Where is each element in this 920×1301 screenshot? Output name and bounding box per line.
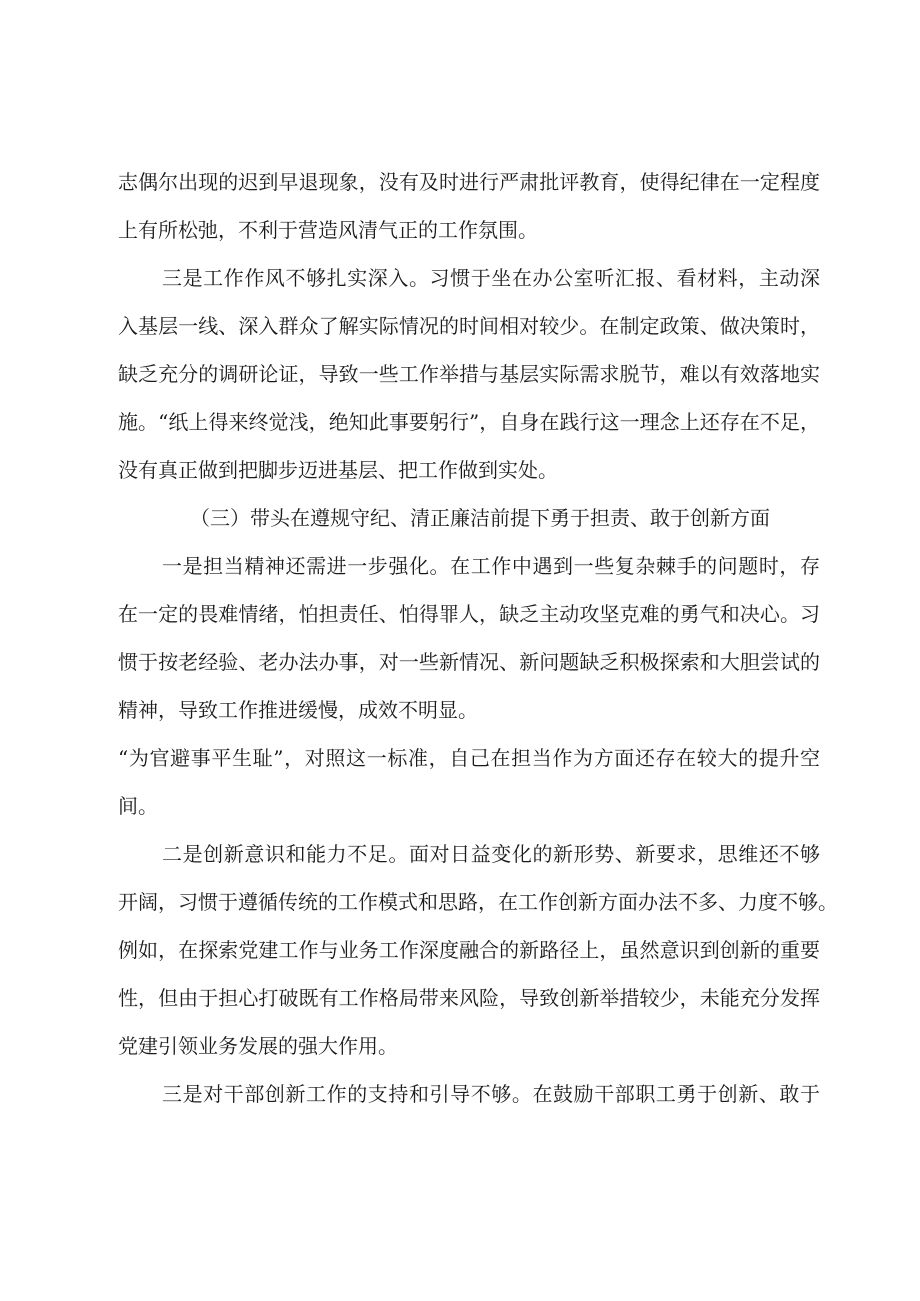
text-line: 志偶尔出现的迟到早退现象，没有及时进行严肃批评教育，使得纪律在一定程度 [118, 170, 820, 194]
text-line: 没有真正做到把脚步迈进基层、把工作做到实处。 [118, 458, 558, 482]
text-line: “为官避事平生耻”，对照这一标准，自己在担当作为方面还存在较大的提升空 [118, 746, 820, 770]
text-line: 三是对干部创新工作的支持和引导不够。在鼓励干部职工勇于创新、敢于 [162, 1082, 820, 1106]
text-line: 缺乏充分的调研论证，导致一些工作举措与基层实际需求脱节，难以有效落地实 [118, 362, 820, 386]
text-line: 上有所松弛，不利于营造风清气正的工作氛围。 [118, 218, 538, 242]
text-line: 在一定的畏难情绪，怕担责任、怕得罪人，缺乏主动攻坚克难的勇气和决心。习 [118, 602, 820, 626]
text-line: 性，但由于担心打破既有工作格局带来风险，导致创新举措较少，未能充分发挥 [118, 986, 820, 1010]
text-line: 一是担当精神还需进一步强化。在工作中遇到一些复杂棘手的问题时，存 [162, 554, 820, 578]
text-line: 开阔，习惯于遵循传统的工作模式和思路，在工作创新方面办法不多、力度不够。 [118, 890, 838, 914]
text-line: 三是工作作风不够扎实深入。习惯于坐在办公室听汇报、看材料，主动深 [162, 266, 820, 290]
section-heading: （三）带头在遵规守纪、清正廉洁前提下勇于担责、敢于创新方面 [190, 506, 770, 530]
text-line: 间。 [118, 794, 158, 818]
text-line: 入基层一线、深入群众了解实际情况的时间相对较少。在制定政策、做决策时， [118, 314, 820, 338]
text-line: 惯于按老经验、老办法办事，对一些新情况、新问题缺乏积极探索和大胆尝试的 [118, 650, 820, 674]
text-line: 施。“纸上得来终觉浅，绝知此事要躬行”，自身在践行这一理念上还存在不足， [118, 410, 820, 434]
text-line: 例如，在探索党建工作与业务工作深度融合的新路径上，虽然意识到创新的重要 [118, 938, 820, 962]
text-line: 党建引领业务发展的强大作用。 [118, 1034, 398, 1058]
text-line: 二是创新意识和能力不足。面对日益变化的新形势、新要求，思维还不够 [162, 842, 820, 866]
text-line: 精神，导致工作推进缓慢，成效不明显。 [118, 698, 478, 722]
